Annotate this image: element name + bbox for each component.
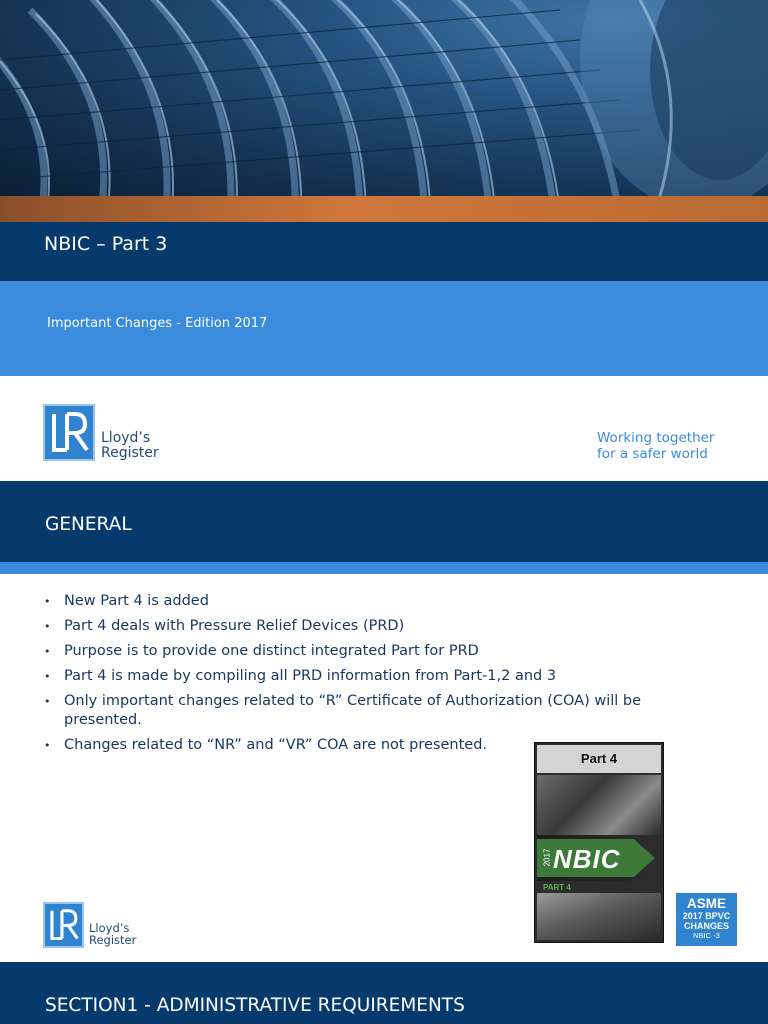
section-heading-general: GENERAL [45,514,132,535]
asme-line4: NBIC -3 [693,931,720,940]
list-item: • New Part 4 is added [44,592,684,611]
section1-heading-band [0,962,768,1024]
asme-line2: 2017 BPVC [682,911,731,921]
turbine-hero-image [0,0,768,196]
logo-name-line2: Register [101,444,159,461]
list-item: • Purpose is to provide one distinct integrated Part for PRD [44,642,684,661]
book-photo-bottom [537,893,661,940]
book-year: 2017 [542,848,552,867]
book-cover-label: Part 4 [537,745,661,773]
lr-mark-icon [43,404,95,461]
orange-divider-strip [0,196,768,222]
list-item: • Changes related to “NR” and “VR” COA are not presented. [44,736,504,755]
blue-divider-strip [0,562,768,574]
page-title: NBIC – Part 3 [44,233,168,255]
subtitle-band [0,281,768,376]
turbine-blades-graphic [0,0,768,196]
tagline-line2: for a safer world [597,446,708,462]
tagline-line1: Working together [597,430,715,446]
nbic-book-cover-image [534,742,664,943]
logo-name-line1: Lloyd’s [101,430,151,446]
list-item: • Part 4 is made by compiling all PRD information from Part-1,2 and 3 [44,667,684,686]
lloyds-register-logo [43,404,163,462]
bullet-list [44,592,684,761]
asme-badge [676,893,737,946]
tagline [597,430,715,462]
logo-name-line1-small: Lloyd’s [89,921,130,935]
asme-line3: CHANGES [683,921,729,931]
section-heading-section1: SECTION1 - ADMINISTRATIVE REQUIREMENTS [45,995,465,1016]
lloyds-register-logo-small [43,902,143,950]
list-item: • Part 4 deals with Pressure Relief Devices (PRD) [44,617,684,636]
asme-line1: ASME [686,896,726,911]
general-heading-band [0,481,768,562]
page-subtitle: Important Changes - Edition 2017 [47,316,268,331]
title-band [0,222,768,281]
book-photo-top [537,775,661,835]
logo-name-line2-small: Register [89,933,137,948]
book-logo-text: NBIC [553,844,621,874]
list-item: • Only important changes related to “R” Certificate of Authorization (COA) will be presented. [44,692,684,730]
lr-mark-icon-small [43,902,84,948]
book-part-text: PART 4 [543,883,571,892]
